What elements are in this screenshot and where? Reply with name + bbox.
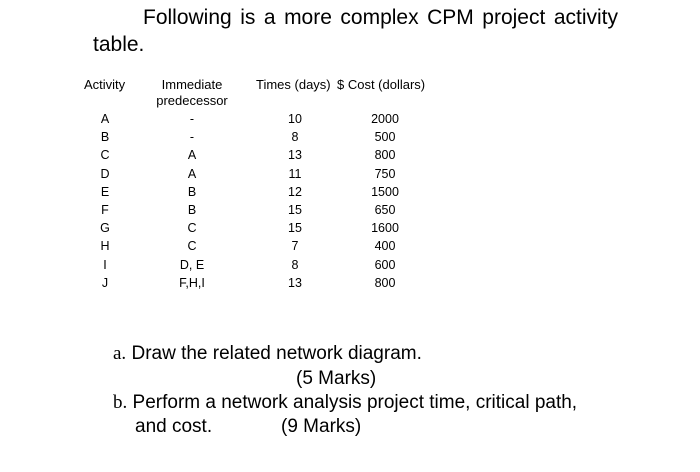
cell-predecessor: C xyxy=(187,221,197,236)
cell-predecessor: D, E xyxy=(179,257,205,272)
table-row xyxy=(0,274,700,292)
cell-time: 8 xyxy=(291,257,299,272)
header-predecessor-line1: Immediate xyxy=(161,77,223,92)
cell-predecessor: C xyxy=(187,239,197,254)
question-b-text: Perform a network analysis project time, critical path, xyxy=(132,392,578,413)
cell-predecessor: A xyxy=(187,148,197,163)
cell-activity: I xyxy=(103,257,107,272)
cell-activity: F xyxy=(101,202,109,217)
cell-time: 15 xyxy=(288,221,302,236)
intro-paragraph: Following is a more complex CPM project activity table. xyxy=(93,6,618,56)
table-row xyxy=(0,165,700,183)
question-b xyxy=(113,391,577,414)
table-row xyxy=(0,201,700,219)
cell-cost: 650 xyxy=(374,202,396,217)
table-row xyxy=(0,256,700,274)
question-a-text: Draw the related network diagram. xyxy=(131,343,422,364)
cell-cost: 800 xyxy=(374,148,396,163)
cell-time: 13 xyxy=(288,275,302,290)
cell-cost: 2000 xyxy=(371,112,399,126)
question-a xyxy=(113,342,422,365)
cell-time: 13 xyxy=(288,148,302,163)
header-predecessor-line2: predecessor xyxy=(156,93,228,108)
cell-cost: 600 xyxy=(374,257,396,272)
question-a-label: a. xyxy=(113,343,127,364)
question-b-text-line2: and cost. xyxy=(135,416,213,437)
cell-cost: 800 xyxy=(374,275,396,290)
cell-cost: 1600 xyxy=(371,221,399,236)
question-b-label: b. xyxy=(113,392,128,413)
cell-predecessor: A xyxy=(187,166,197,181)
cell-time: 15 xyxy=(288,202,302,217)
cell-time: 12 xyxy=(288,184,302,199)
question-b-marks: (9 Marks) xyxy=(281,416,362,437)
cell-time: 7 xyxy=(291,239,299,254)
cell-time: 10 xyxy=(288,112,302,126)
cell-predecessor: B xyxy=(187,184,197,199)
cell-time: 8 xyxy=(291,130,299,145)
cell-time: 11 xyxy=(288,166,302,181)
question-a-marks: (5 Marks) xyxy=(296,368,377,389)
cell-activity: B xyxy=(100,130,110,145)
table-row xyxy=(0,219,700,237)
header-times: Times (days) xyxy=(256,77,331,92)
cell-activity: A xyxy=(100,112,110,126)
cell-cost: 500 xyxy=(374,130,396,145)
cell-cost: 1500 xyxy=(371,184,399,199)
cell-activity: H xyxy=(100,239,110,254)
cell-predecessor: - xyxy=(189,112,195,126)
cell-cost: 400 xyxy=(374,239,396,254)
table-row xyxy=(0,146,700,164)
cell-predecessor: - xyxy=(189,130,195,145)
cell-activity: D xyxy=(100,166,110,181)
table-row xyxy=(0,110,700,128)
table-row xyxy=(0,237,700,255)
header-predecessor xyxy=(153,77,231,109)
cell-cost: 750 xyxy=(374,166,396,181)
cell-activity: C xyxy=(100,148,110,163)
table-row xyxy=(0,128,700,146)
cell-predecessor: B xyxy=(187,202,197,217)
header-cost: $ Cost (dollars) xyxy=(337,77,426,92)
header-activity: Activity xyxy=(84,77,126,92)
cell-activity: G xyxy=(100,221,110,236)
cell-activity: J xyxy=(101,275,109,290)
cell-activity: E xyxy=(100,184,110,199)
table-row xyxy=(0,183,700,201)
cell-predecessor: F,H,I xyxy=(179,275,205,290)
activity-table-body xyxy=(0,110,700,292)
